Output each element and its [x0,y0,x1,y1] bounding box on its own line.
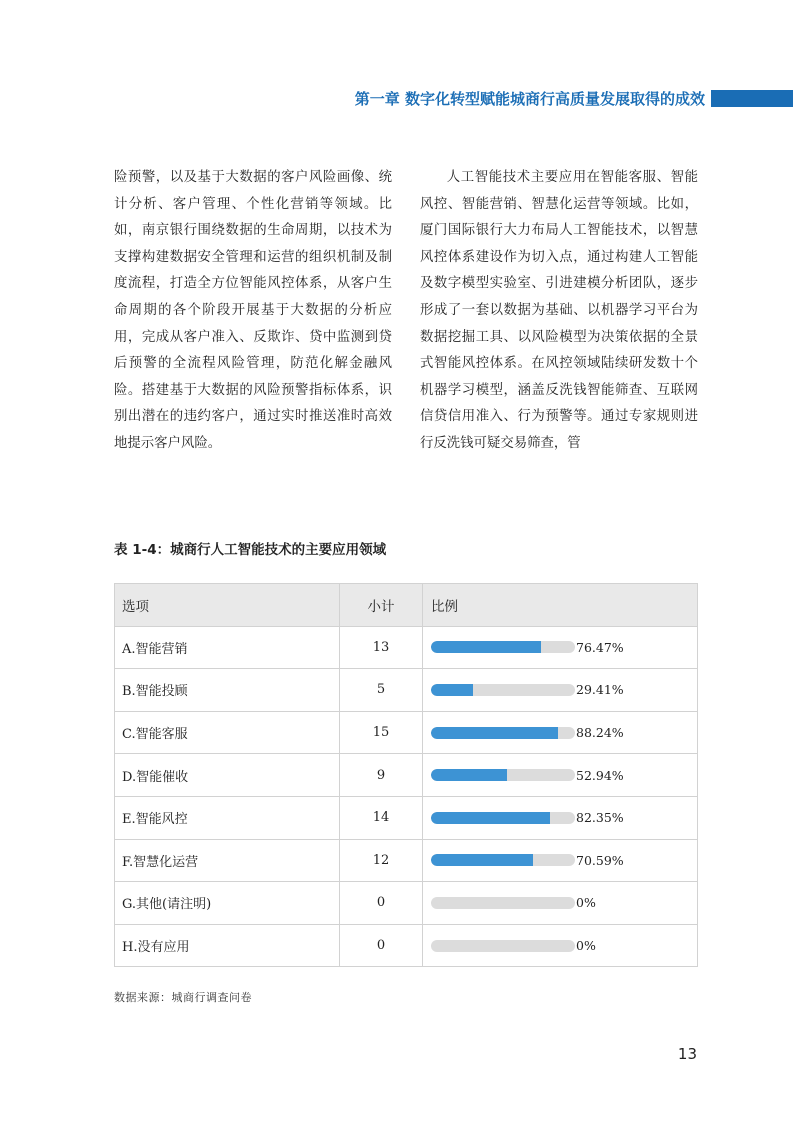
body-paragraph: 人工智能技术主要应用在智能客服、智能风控、智能营销、智慧化运营等领域。比如，厦门国际银行大力布局人工智能技术，以智慧风控体系建设作为切入点，通过构建人工智能及数字模型实验室、引进建模分析团队，逐步形成了一套以数据为基础、以机器学习平台为数据挖掘工具、以风险模型为决策依据的全景式智能风控体系。在风控领域陆续研发数十个机器学习模型，涵盖反洗钱智能筛查、互联网信贷信用准入、行为预警等。通过专家规则进行反洗钱可疑交易筛查，管 [420,170,698,451]
ratio-bar-track [431,854,575,866]
count-cell: 5 [340,669,423,712]
count-cell: 13 [340,626,423,669]
ratio-bar-track [431,641,575,653]
ratio-cell [423,711,698,754]
ratio-bar-track [431,940,575,952]
ratio-cell [423,669,698,712]
ratio-bar-track [431,812,575,824]
ratio-cell [423,882,698,925]
ratio-cell [423,754,698,797]
ratio-percent: 52.94% [576,767,624,783]
table-row [115,669,698,712]
ratio-percent: 29.41% [576,682,624,698]
option-cell: D.智能催收 [115,754,340,797]
ratio-bar-fill [431,812,550,824]
data-source-note: 数据来源：城商行调查问卷 [114,991,252,1004]
ratio-percent: 88.24% [576,725,624,741]
table-row [115,754,698,797]
ratio-percent: 82.35% [576,810,624,826]
ratio-bar-fill [431,854,533,866]
option-cell: H.没有应用 [115,924,340,967]
count-cell: 0 [340,924,423,967]
ratio-percent: 0% [576,938,596,954]
ratio-bar-track [431,684,575,696]
count-cell: 12 [340,839,423,882]
ratio-cell [423,924,698,967]
option-cell: G.其他(请注明) [115,882,340,925]
ratio-cell [423,839,698,882]
table-row [115,924,698,967]
chapter-header [0,88,793,110]
ratio-percent: 76.47% [576,639,624,655]
table-row [115,626,698,669]
ratio-bar-track [431,897,575,909]
header-option: 选项 [115,584,340,627]
table-header-row [115,584,698,627]
count-cell: 14 [340,796,423,839]
table-row [115,711,698,754]
table-title: 表 1-4：城商行人工智能技术的主要应用领域 [114,542,387,558]
body-text-right-column [420,165,698,458]
option-cell: B.智能投顾 [115,669,340,712]
chapter-title: 第一章 数字化转型赋能城商行高质量发展取得的成效 [354,90,705,108]
ratio-bar-fill [431,769,507,781]
ratio-percent: 70.59% [576,852,624,868]
table-row [115,882,698,925]
option-cell: C.智能客服 [115,711,340,754]
option-cell: E.智能风控 [115,796,340,839]
chapter-accent-bar [711,90,793,107]
body-paragraph: 险预警，以及基于大数据的客户风险画像、统计分析、客户管理、个性化营销等领域。比如，南京银行围绕数据的生命周期，以技术为支撑构建数据安全管理和运营的组织机制及制度流程，打造全方位智能风控体系，从客户生命周期的各个阶段开展基于大数据的分析应用，完成从客户准入、反欺诈、贷中监测到贷后预警的全流程风险管理，防范化解金融风险。搭建基于大数据的风险预警指标体系，识别出潜在的违约客户，通过实时推送准时高效地提示客户风险。 [114,170,392,451]
body-text-left-column [114,165,392,458]
option-cell: F.智慧化运营 [115,839,340,882]
ratio-bar-track [431,769,575,781]
table-row [115,839,698,882]
count-cell: 9 [340,754,423,797]
ratio-cell [423,626,698,669]
table-row [115,796,698,839]
ratio-bar-fill [431,684,473,696]
ratio-bar-fill [431,727,558,739]
page-number: 13 [677,1045,697,1063]
ratio-percent: 0% [576,895,596,911]
ratio-cell [423,796,698,839]
survey-table [114,583,698,967]
option-cell: A.智能营销 [115,626,340,669]
ratio-bar-fill [431,641,541,653]
header-count: 小计 [340,584,423,627]
count-cell: 15 [340,711,423,754]
ratio-bar-track [431,727,575,739]
header-ratio: 比例 [423,584,698,627]
count-cell: 0 [340,882,423,925]
